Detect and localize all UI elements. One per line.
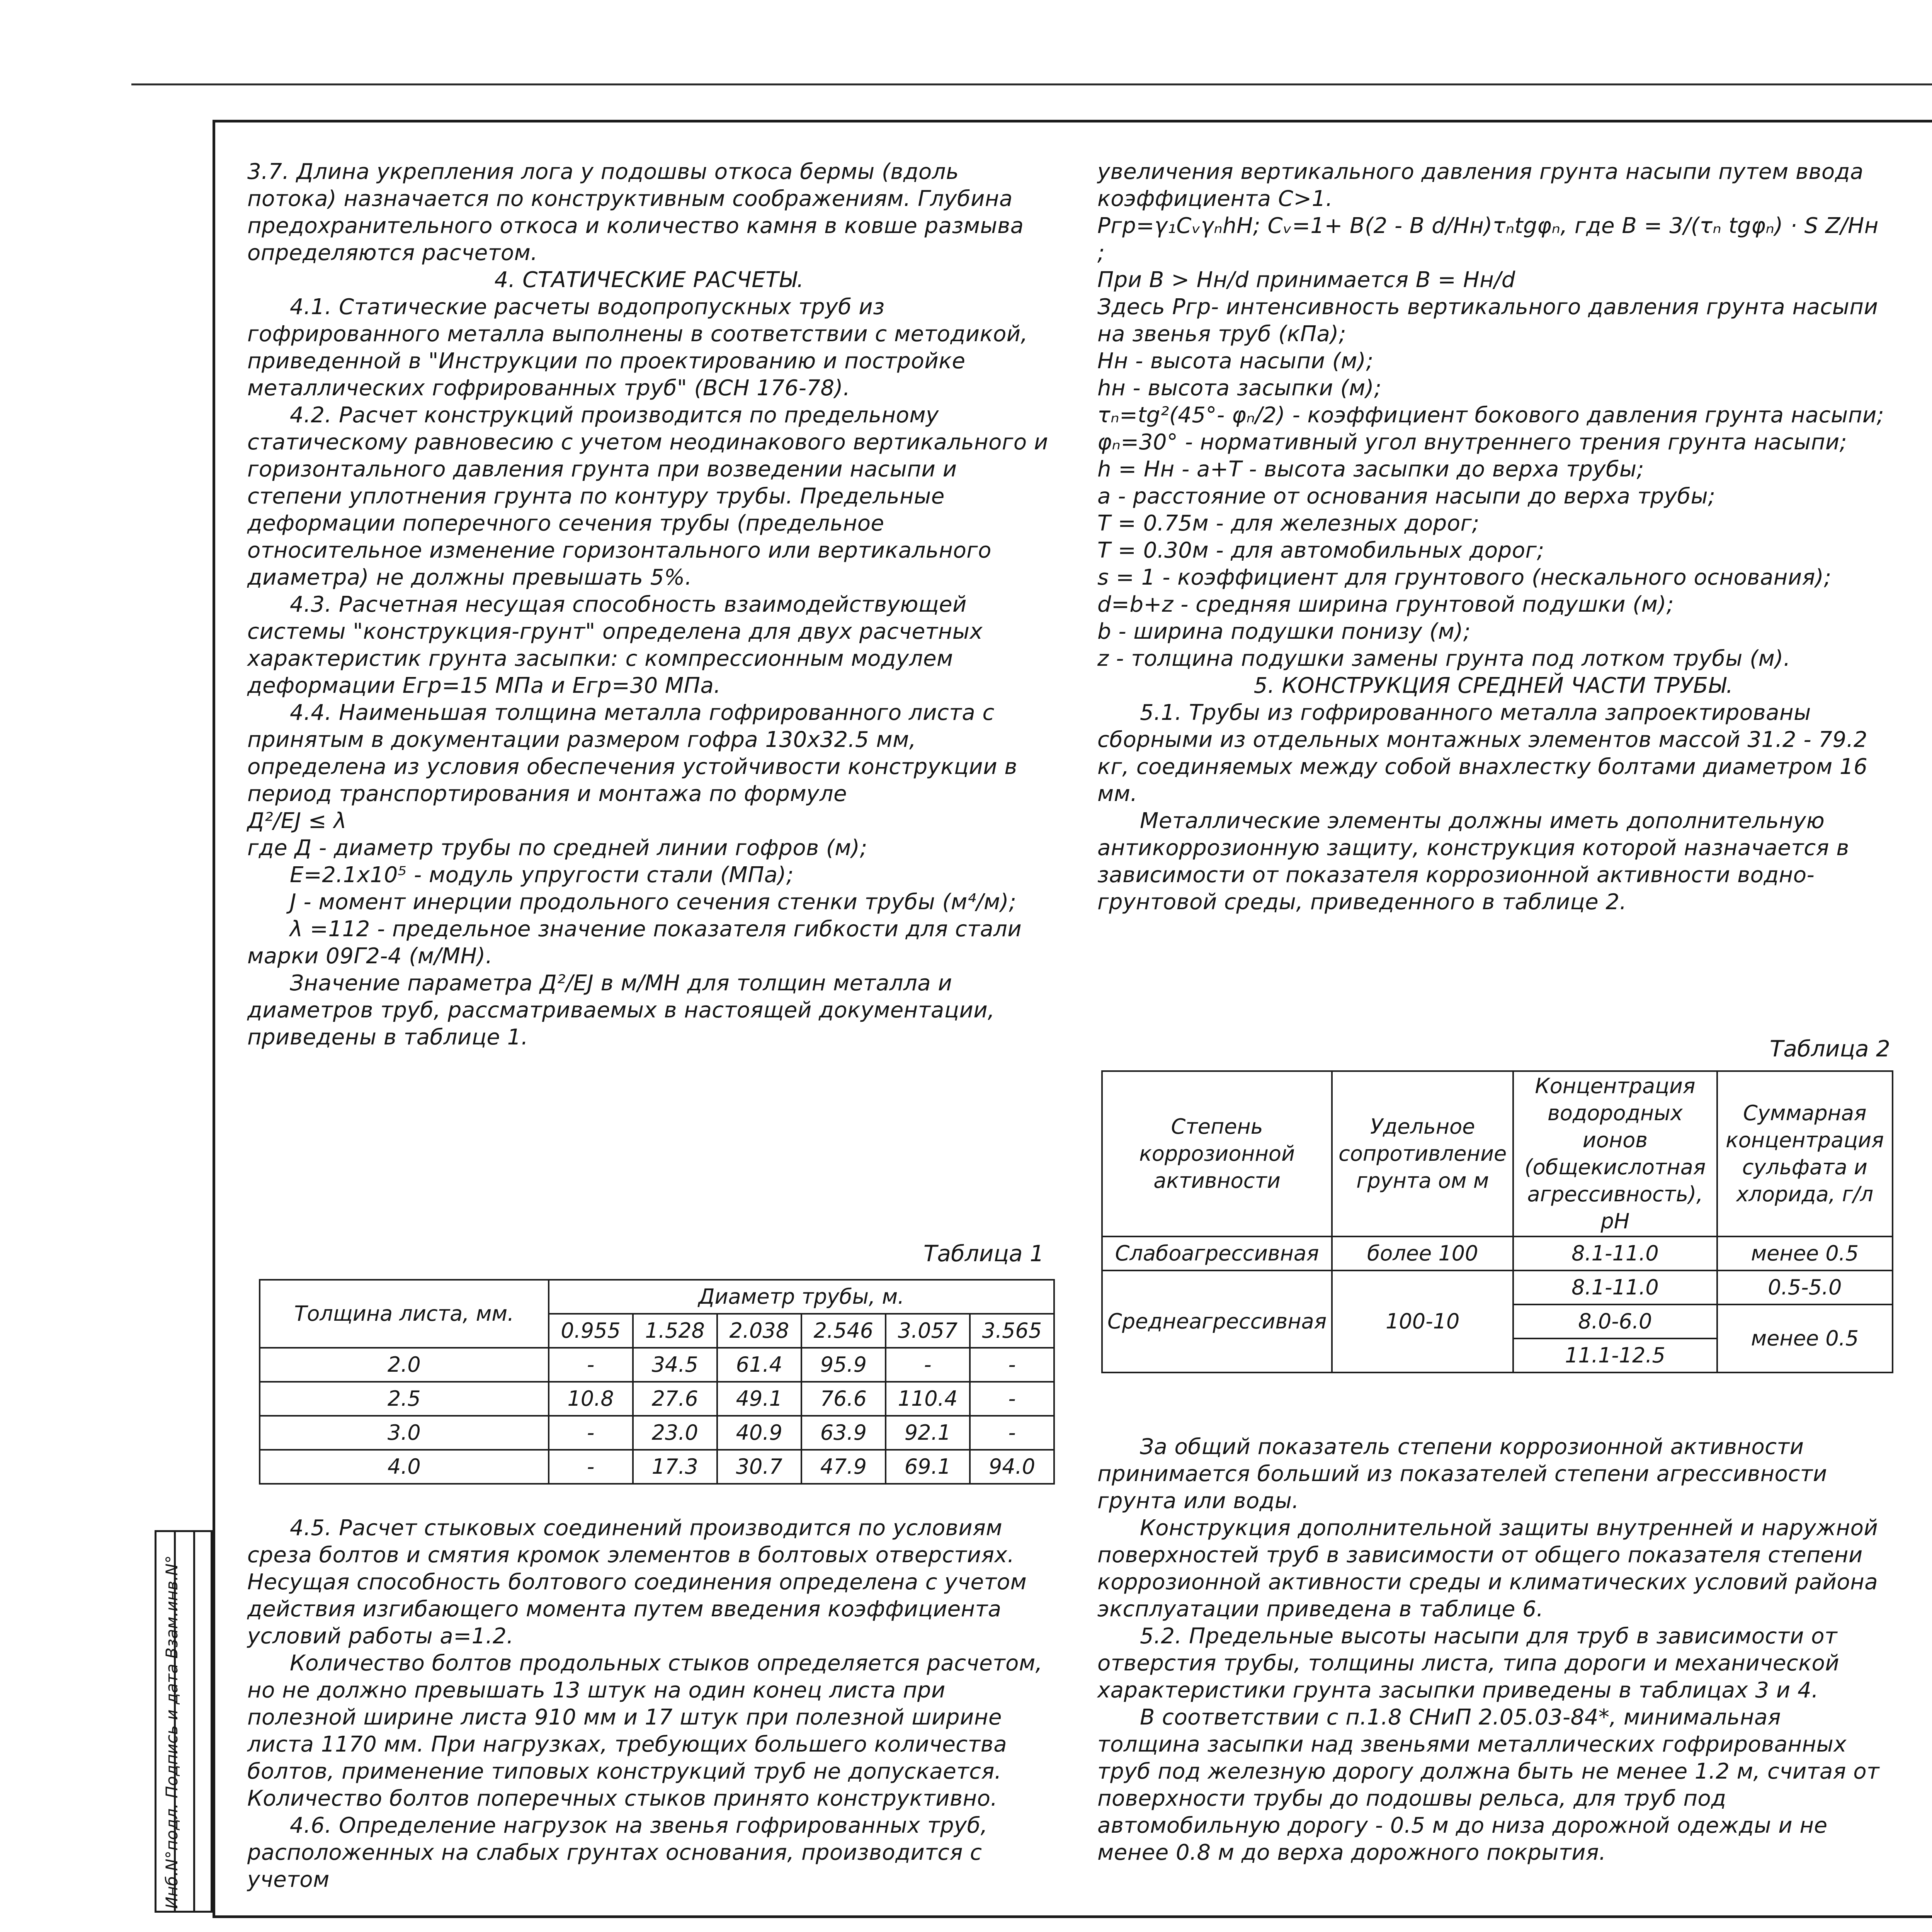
table2 [1101, 1070, 1893, 1373]
table1 [259, 1279, 1055, 1485]
paragraph: τₙ=tg²(45°- φₙ/2) - коэффициент бокового давления грунта насыпи; [1097, 403, 1884, 428]
table-cell: 2.5 [260, 1382, 549, 1416]
paragraph: z - толщина подушки замены грунта под лотком трубы (м). [1097, 646, 1791, 671]
top-border-line [131, 83, 1932, 85]
table-cell: - [549, 1416, 633, 1450]
paragraph: 4.6. Определение нагрузок на звенья гофрированных труб, расположенных на слабых грунтах основания, производится с учетом [247, 1813, 988, 1892]
table-cell: - [970, 1416, 1054, 1450]
table-cell: - [549, 1450, 633, 1484]
table-header-cell: 3.565 [970, 1314, 1054, 1348]
paragraph: За общий показатель степени коррозионной активности принимается больший из показателей степени агрессивности грунта или воды. [1097, 1434, 1827, 1514]
middle-bottom-text [1097, 1434, 1889, 1866]
table2-caption: Таблица 2 [1770, 1036, 1890, 1062]
paragraph: hн - высота засыпки (м); [1097, 376, 1382, 401]
paragraph: Количество болтов продольных стыков определяется расчетом, но не должно превышать 13 штук на один конец листа при полезной ширине листа 910 мм и 17 штук при полезной ширине листа 1170 мм. При нагрузках, требующих большего количества болтов, применение типовых конструкций труб не допускается. Количество болтов поперечных стыков принято конструктивно. [247, 1651, 1043, 1811]
table-cell: - [970, 1382, 1054, 1416]
paragraph: При B > Hн/d принимается B = Hн/d [1097, 267, 1515, 293]
paragraph: 5. КОНСТРУКЦИЯ СРЕДНЕЙ ЧАСТИ ТРУБЫ. [1253, 673, 1733, 698]
paragraph: λ =112 - предельное значение показателя гибкости для стали марки 09Г2-4 (м/МН). [247, 917, 1022, 969]
table-cell: 23.0 [633, 1416, 717, 1450]
table-header-cell: Удельное сопротивление грунта ом м [1332, 1071, 1513, 1236]
paragraph: Д²/EJ ≤ λ [247, 808, 347, 833]
table-cell: 34.5 [633, 1348, 717, 1382]
table-cell: 3.0 [260, 1416, 549, 1450]
table-cell: - [886, 1348, 970, 1382]
table-cell: 92.1 [886, 1416, 970, 1450]
table-cell: 40.9 [717, 1416, 801, 1450]
table-cell: 8.1-11.0 [1513, 1270, 1717, 1304]
table-cell: 30.7 [717, 1450, 801, 1484]
paragraph: 4.2. Расчет конструкций производится по предельному статическому равновесию с учетом неодинакового вертикального и горизонтального давления грунта при возведении насыпи и степени уплотнения грунта по контуру трубы. Предельные деформации поперечного сечения трубы (предельное относительное изменение горизонтального или вертикального диаметра) не должны превышать 5%. [247, 403, 1048, 590]
table-cell: 95.9 [801, 1348, 886, 1382]
paragraph: Pгр=γ₁CᵥγₙhH; Cᵥ=1+ B(2 - B d/Hн)τₙtgφₙ, где B = 3/(τₙ tgφₙ) · S Z/Hн ; [1097, 213, 1879, 265]
table-cell: более 100 [1332, 1236, 1513, 1270]
table-cell: 47.9 [801, 1450, 886, 1484]
paragraph: 4.4. Наименьшая толщина металла гофрированного листа с принятым в документации размером гофра 130х32.5 мм, определена из условия обеспечения устойчивости конструкции в период транспортирования и монтажа по формуле [247, 700, 1017, 806]
table-cell: 11.1-12.5 [1513, 1338, 1717, 1372]
table-header-cell: 2.038 [717, 1314, 801, 1348]
table1-caption: Таблица 1 [923, 1240, 1044, 1267]
paragraph: диаметров труб, рассматриваемых в настоящей документации, приведены в таблице 1. [247, 998, 995, 1050]
table-row [260, 1382, 1054, 1416]
table-header-cell: 0.955 [549, 1314, 633, 1348]
paragraph: Значение параметра Д²/EJ в м/МН для толщин металла и [290, 971, 952, 996]
table-cell: менее 0.5 [1717, 1236, 1893, 1270]
table-header-cell: Степень коррозионной активности [1102, 1071, 1332, 1236]
table-cell: Среднеагрессивная [1102, 1270, 1332, 1372]
table-cell: 27.6 [633, 1382, 717, 1416]
paragraph: φₙ=30° - нормативный угол внутреннего трения грунта насыпи; [1097, 430, 1847, 455]
table-header-row [1102, 1071, 1893, 1236]
table-header-cell: 1.528 [633, 1314, 717, 1348]
table-header-cell: Диаметр трубы, м. [549, 1280, 1054, 1314]
table-cell: 8.1-11.0 [1513, 1236, 1717, 1270]
paragraph: h = Hн - a+T - высота засыпки до верха трубы; [1097, 457, 1645, 482]
table-cell: 76.6 [801, 1382, 886, 1416]
paragraph: 3.7. Длина укрепления лога у подошвы откоса бермы (вдоль потока) назначается по конструктивным соображениям. Глубина предохранительного откоса и количество камня в ковше размыва определяются расчетом. [247, 159, 1024, 265]
side-stamp-label: Инб.N°подл. Подпись и дата Взам.инв.N° [162, 1555, 181, 1909]
paragraph: 4. СТАТИЧЕСКИЕ РАСЧЕТЫ. [494, 267, 804, 293]
paragraph: где Д - диаметр трубы по средней линии гофров (м); [247, 835, 867, 861]
table-cell: 110.4 [886, 1382, 970, 1416]
paragraph: 4.5. Расчет стыковых соединений производится по условиям среза болтов и смятия кромок элементов в болтовых отверстиях. Несущая способность болтового соединения определена с учетом действия изгибающего момента путем введения коэффициента условий работы a=1.2. [247, 1515, 1027, 1649]
paragraph: 5.2. Предельные высоты насыпи для труб в зависимости от отверстия трубы, толщины листа, типа дороги и механической характеристики грунта засыпки приведены в таблицах 3 и 4. [1097, 1624, 1840, 1703]
table-cell: 100-10 [1332, 1270, 1513, 1372]
table-cell: - [970, 1348, 1054, 1382]
paragraph: 4.3. Расчетная несущая способность взаимодействующей системы "конструкция-грунт" определена для двух расчетных характеристик грунта засыпки: с компрессионным модулем деформации Егр=15 МПа и Егр=30 МПа. [247, 592, 983, 698]
table-cell: менее 0.5 [1717, 1304, 1893, 1372]
table-cell: 49.1 [717, 1382, 801, 1416]
table-header-cell: Толщина листа, мм. [260, 1280, 549, 1348]
table-header-row [260, 1280, 1054, 1314]
paragraph: T = 0.75м - для железных дорог; [1097, 511, 1480, 536]
table-row [1102, 1236, 1893, 1270]
table-cell: - [549, 1348, 633, 1382]
paragraph: В соответствии с п.1.8 СНиП 2.05.03-84*, минимальная толщина засыпки над звеньями металлических гофрированных труб под железную дорогу должна быть не менее 1.2 м, считая от поверхности трубы до подошвы рельса, для труб под автомобильную дорогу - 0.5 м до низа дорожной одежды и не менее 0.8 м до верха дорожного покрытия. [1097, 1705, 1880, 1865]
table-cell: 94.0 [970, 1450, 1054, 1484]
table-cell: 2.0 [260, 1348, 549, 1382]
table-cell: 69.1 [886, 1450, 970, 1484]
table-cell: 10.8 [549, 1382, 633, 1416]
table-header-cell: 2.546 [801, 1314, 886, 1348]
table-row [1102, 1270, 1893, 1304]
table-header-cell: Суммарная концентрация сульфата и хлорида, г/л [1717, 1071, 1893, 1236]
paragraph: T = 0.30м - для автомобильных дорог; [1097, 538, 1544, 563]
table-header-cell: Концентрация водородных ионов (общекислотная агрессивность), pH [1513, 1071, 1717, 1236]
paragraph: J - момент инерции продольного сечения стенки трубы (м⁴/м); [290, 889, 1017, 915]
middle-column-text [1097, 158, 1889, 916]
paragraph: Hн - высота насыпи (м); [1097, 349, 1374, 374]
table-cell: 17.3 [633, 1450, 717, 1484]
left-bottom-text [247, 1515, 1051, 1893]
paragraph: 4.1. Статические расчеты водопропускных труб из гофрированного металла выполнены в соответствии с методикой, приведенной в "Инструкции по проектированию и постройке металлических гофрированных труб" (ВСН 176-78). [247, 294, 1028, 401]
table-row [260, 1416, 1054, 1450]
paragraph: Металлические элементы должны иметь дополнительную антикоррозионную защиту, конструкция которой назначается в зависимости от показателя коррозионной активности водно-грунтовой среды, приведенного в таблице 2. [1097, 808, 1849, 915]
table-cell: 8.0-6.0 [1513, 1304, 1717, 1338]
table-cell: Слабоагрессивная [1102, 1236, 1332, 1270]
table-cell: 0.5-5.0 [1717, 1270, 1893, 1304]
paragraph: d=b+z - средняя ширина грунтовой подушки (м); [1097, 592, 1674, 617]
paragraph: 5.1. Трубы из гофрированного металла запроектированы сборными из отдельных монтажных элементов массой 31.2 - 79.2 кг, соединяемых между собой внахлестку болтами диаметром 16 мм. [1097, 700, 1868, 806]
table-header-cell: 3.057 [886, 1314, 970, 1348]
paragraph: увеличения вертикального давления грунта насыпи путем ввода коэффициента С>1. [1097, 159, 1864, 211]
paragraph: a - расстояние от основания насыпи до верха трубы; [1097, 484, 1716, 509]
paragraph: E=2.1x10⁵ - модуль упругости стали (МПа); [290, 862, 794, 888]
paragraph: b - ширина подушки понизу (м); [1097, 619, 1471, 644]
table-row [260, 1348, 1054, 1382]
paragraph: Конструкция дополнительной защиты внутренней и наружной поверхностей труб в зависимости от общего показателя степени коррозионной активности среды и климатических условий района эксплуатации приведена в таблице 6. [1097, 1515, 1878, 1622]
table-cell: 4.0 [260, 1450, 549, 1484]
table-row [260, 1450, 1054, 1484]
left-column-text [247, 158, 1051, 1051]
paragraph: Здесь Pгр- интенсивность вертикального давления грунта насыпи на звенья труб (кПа); [1097, 294, 1878, 347]
paragraph: s = 1 - коэффициент для грунтового (нескального основания); [1097, 565, 1832, 590]
table-cell: 63.9 [801, 1416, 886, 1450]
table-cell: 61.4 [717, 1348, 801, 1382]
